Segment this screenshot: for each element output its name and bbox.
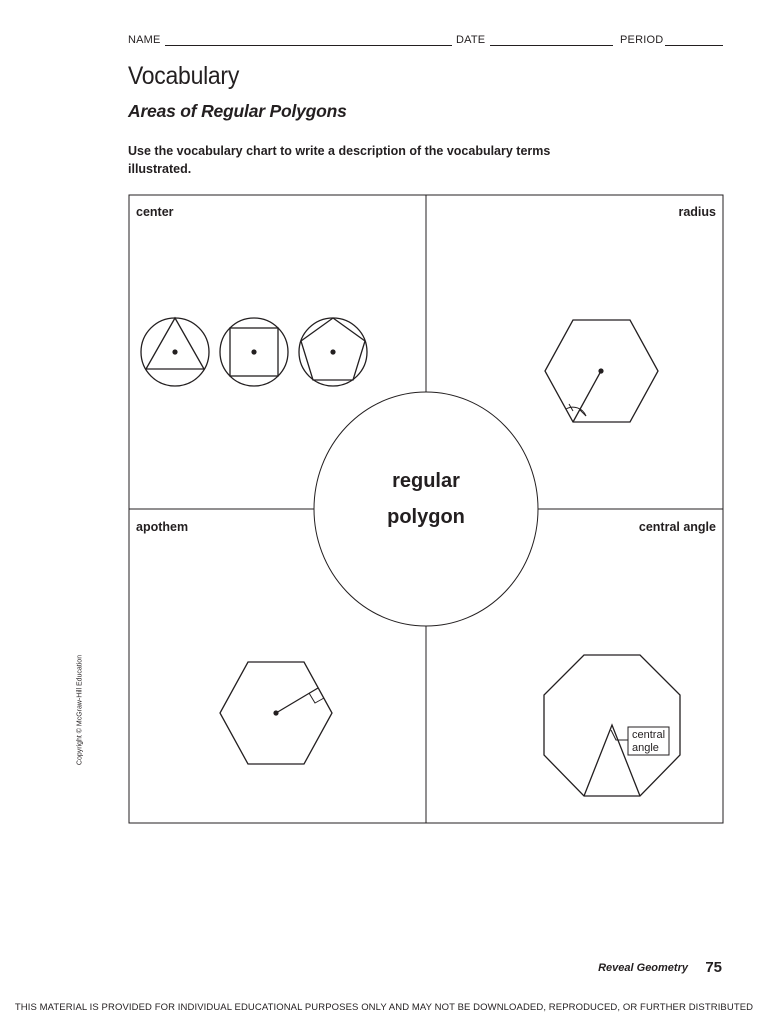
page-title: Vocabulary (128, 62, 240, 90)
center-point (172, 349, 177, 354)
page-number: 75 (705, 959, 722, 976)
apothem-illustration (220, 662, 332, 764)
radius-illustration (545, 320, 658, 422)
label-center: center (136, 205, 174, 219)
center-point (273, 710, 278, 715)
center-term (314, 463, 538, 535)
callout-line2: angle (632, 742, 659, 754)
callout-pointer (611, 730, 628, 740)
label-radius: radius (678, 205, 716, 219)
center-term-line1: regular (392, 470, 460, 492)
period-label: PERIOD (620, 34, 664, 46)
disclaimer-text: THIS MATERIAL IS PROVIDED FOR INDIVIDUAL EDUCATIONAL PURPOSES ONLY AND MAY NOT BE DOWNLOADED, REPRODUCED, OR FURTHER DISTRIBUTED (14, 1002, 754, 1013)
name-label: NAME (128, 34, 161, 46)
radius-segment (573, 371, 601, 422)
central-angle-illustration (544, 655, 680, 796)
instructions-text: Use the vocabulary chart to write a description of the vocabulary terms illustrated. (128, 144, 551, 176)
center-point (598, 368, 603, 373)
footer-book-title: Reveal Geometry (598, 962, 688, 974)
copyright-text: Copyright © McGraw-Hill Education (76, 654, 84, 766)
center-point (251, 349, 256, 354)
date-label: DATE (456, 34, 486, 46)
page-subtitle: Areas of Regular Polygons (128, 101, 347, 121)
center-term-line2: polygon (387, 506, 465, 528)
pentagon-icon (301, 318, 365, 380)
center-illustration (141, 318, 367, 386)
apothem-segment (276, 688, 318, 713)
label-central-angle: central angle (638, 520, 716, 534)
label-apothem: apothem (136, 520, 189, 534)
triangle-icon (146, 318, 204, 369)
callout-line1: central (632, 729, 666, 741)
center-point (330, 349, 335, 354)
